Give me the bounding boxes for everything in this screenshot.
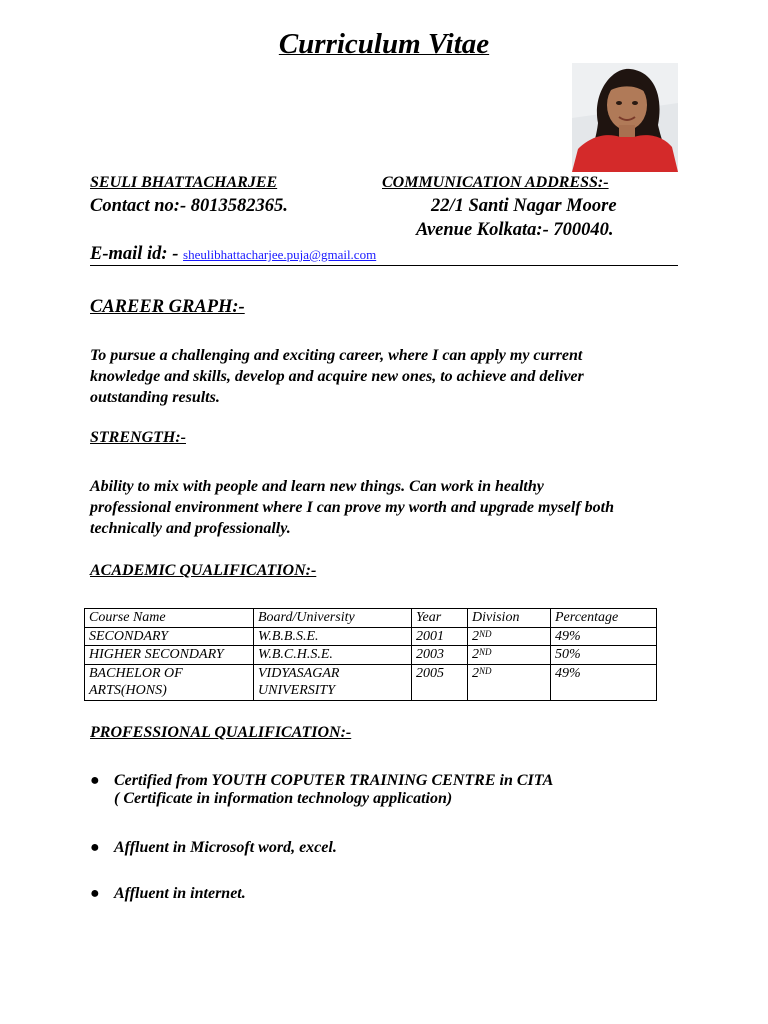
strength-text [90,476,680,539]
bullet-icon: ● [90,772,100,789]
column-header: Percentage [551,609,657,628]
column-header: Board/University [254,609,412,628]
career-line: outstanding results. [90,389,220,406]
year-cell: 2005 [412,664,468,700]
table-row [85,646,657,665]
list-item [90,885,246,903]
division-value: 2 [472,665,479,681]
page-title: Curriculum Vitae [278,28,490,60]
board-cell [254,664,412,700]
list-item-text: Affluent in Microsoft word, excel. [114,839,337,856]
academic-table [84,608,657,701]
board-line: VIDYASAGAR [258,665,340,681]
division-cell [468,627,551,646]
address-line-1: 22/1 Santi Nagar Moore [431,196,617,216]
strength-line: professional environment where I can prove my worth and upgrade myself both [90,499,615,516]
professional-heading: PROFESSIONAL QUALIFICATION:- [90,724,352,741]
career-objective [90,345,680,408]
board-line: UNIVERSITY [258,683,335,698]
percentage-cell: 49% [551,627,657,646]
person-photo-icon [572,63,678,172]
division-suffix: ND [479,665,492,676]
course-cell: HIGHER SECONDARY [85,646,254,665]
career-line: knowledge and skills, develop and acquire new ones, to achieve and deliver [90,368,584,385]
contact-number: Contact no:- 8013582365. [90,196,288,216]
division-cell [468,646,551,665]
division-suffix: ND [479,628,492,639]
strength-heading: STRENGTH:- [90,429,186,446]
course-line: BACHELOR OF [89,665,183,681]
bullet-icon: ● [90,839,100,856]
course-cell: SECONDARY [85,627,254,646]
division-value: 2 [472,647,479,662]
table-row [85,664,657,700]
list-item [90,772,553,808]
applicant-name: SEULI BHATTACHARJEE [90,174,278,191]
list-item-text: Certified from YOUTH COPUTER TRAINING CENTRE in CITA [114,772,554,789]
list-item [90,839,337,857]
list-item-text: Affluent in internet. [114,885,246,902]
header-divider [90,265,678,266]
academic-heading: ACADEMIC QUALIFICATION:- [90,562,317,579]
year-cell: 2001 [412,627,468,646]
strength-line: technically and professionally. [90,520,291,537]
column-header: Division [468,609,551,628]
profile-photo [572,63,678,172]
year-cell: 2003 [412,646,468,665]
bullet-icon: ● [90,885,100,902]
email-row [90,244,376,265]
course-line: ARTS(HONS) [89,683,167,698]
address-line-2: Avenue Kolkata:- 700040. [416,220,614,240]
division-cell [468,664,551,700]
table-row [85,627,657,646]
division-suffix: ND [479,647,492,657]
board-cell: W.B.B.S.E. [254,627,412,646]
career-line: To pursue a challenging and exciting career, where I can apply my current [90,347,583,364]
division-value: 2 [472,628,479,644]
table-header-row [85,609,657,628]
column-header: Year [412,609,468,628]
communication-address-label: COMMUNICATION ADDRESS:- [382,174,609,191]
course-cell [85,664,254,700]
email-link[interactable]: sheulibhattacharjee.puja@gmail.com [183,247,377,262]
board-cell: W.B.C.H.S.E. [254,646,412,665]
percentage-cell: 50% [551,646,657,665]
strength-line: Ability to mix with people and learn new things. Can work in healthy [90,478,544,495]
email-label: E-mail id: - [90,244,179,264]
list-item-subtext: ( Certificate in information technology application) [114,790,453,807]
column-header: Course Name [85,609,254,628]
percentage-cell: 49% [551,664,657,700]
career-graph-heading: CAREER GRAPH:- [90,297,245,317]
